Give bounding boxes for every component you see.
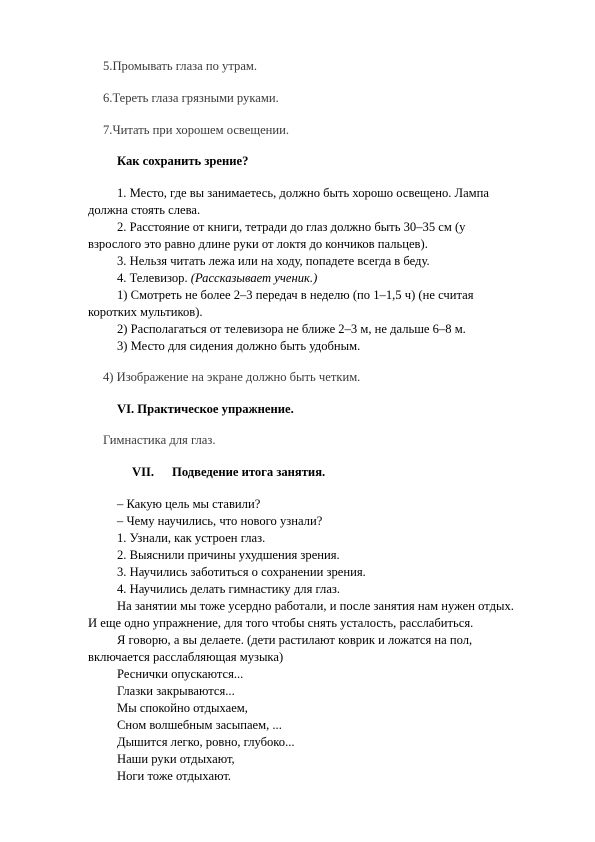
section-vii-title: Подведение итога занятия. [172, 465, 326, 479]
poem-line: Мы спокойно отдыхаем, [117, 701, 248, 715]
list-item-7: 7.Читать при хорошем освещении. [103, 123, 290, 137]
poem-line: Наши руки отдыхают, [117, 752, 235, 766]
paragraph-line: 4) Изображение на экране должно быть четким. [103, 370, 361, 384]
paragraph-line: коротких мультиков). [88, 305, 203, 319]
list-item-6: 6.Тереть глаза грязными руками. [103, 91, 279, 105]
section-vi-text: Гимнастика для глаз. [103, 433, 216, 447]
poem-line: Дышится легко, ровно, глубоко... [117, 735, 295, 749]
poem-line: Реснички опускаются... [117, 667, 244, 681]
paragraph-line: Я говорю, а вы делаете. (дети растилают коврик и ложатся на пол, [117, 633, 473, 647]
question-line: – Чему научились, что нового узнали? [117, 514, 323, 528]
section-heading-vii [132, 464, 325, 480]
paragraph-line: На занятии мы тоже усердно работали, и после занятия нам нужен отдых. [117, 599, 514, 613]
answer-line: 1. Узнали, как устроен глаз. [117, 531, 266, 545]
paragraph-line [117, 270, 317, 286]
paragraph-line: 2) Располагаться от телевизора не ближе 2–3 м, не дальше 6–8 м. [117, 322, 466, 336]
answer-line: 2. Выяснили причины ухудшения зрения. [117, 548, 340, 562]
paragraph-line: 1) Смотреть не более 2–3 передач в неделю (по 1–1,5 ч) (не считая [117, 288, 474, 302]
paragraph-line: 3) Место для сидения должно быть удобным. [117, 339, 361, 353]
paragraph-line: 2. Расстояние от книги, тетради до глаз должно быть 30–35 см (у [117, 220, 466, 234]
tv-heading-text: 4. Телевизор. [117, 271, 191, 285]
question-line: – Какую цель мы ставили? [117, 497, 261, 511]
list-item-5: 5.Промывать глаза по утрам. [103, 59, 258, 73]
poem-line: Сном волшебным засыпаем, ... [117, 718, 282, 732]
answer-line: 4. Научились делать гимнастику для глаз. [117, 582, 341, 596]
section-heading-how-to-save: Как сохранить зрение? [117, 154, 249, 168]
poem-line: Ноги тоже отдыхают. [117, 769, 232, 783]
paragraph-line: 3. Нельзя читать лежа или на ходу, попадете всегда в беду. [117, 254, 430, 268]
paragraph-line: включается расслабляющая музыка) [88, 650, 284, 664]
section-vii-number: VII. [132, 465, 155, 479]
paragraph-line: 1. Место, где вы занимаетесь, должно быть хорошо освещено. Лампа [117, 186, 489, 200]
section-heading-vi: VI. Практическое упражнение. [117, 402, 294, 416]
paragraph-line: взрослого это равно длине руки от локтя до кончиков пальцев). [88, 237, 428, 251]
poem-line: Глазки закрываются... [117, 684, 235, 698]
paragraph-line: должна стоять слева. [88, 203, 201, 217]
tv-heading-note: (Рассказывает ученик.) [190, 271, 318, 285]
paragraph-line: И еще одно упражнение, для того чтобы снять усталость, расслабиться. [88, 616, 474, 630]
answer-line: 3. Научились заботиться о сохранении зрения. [117, 565, 366, 579]
